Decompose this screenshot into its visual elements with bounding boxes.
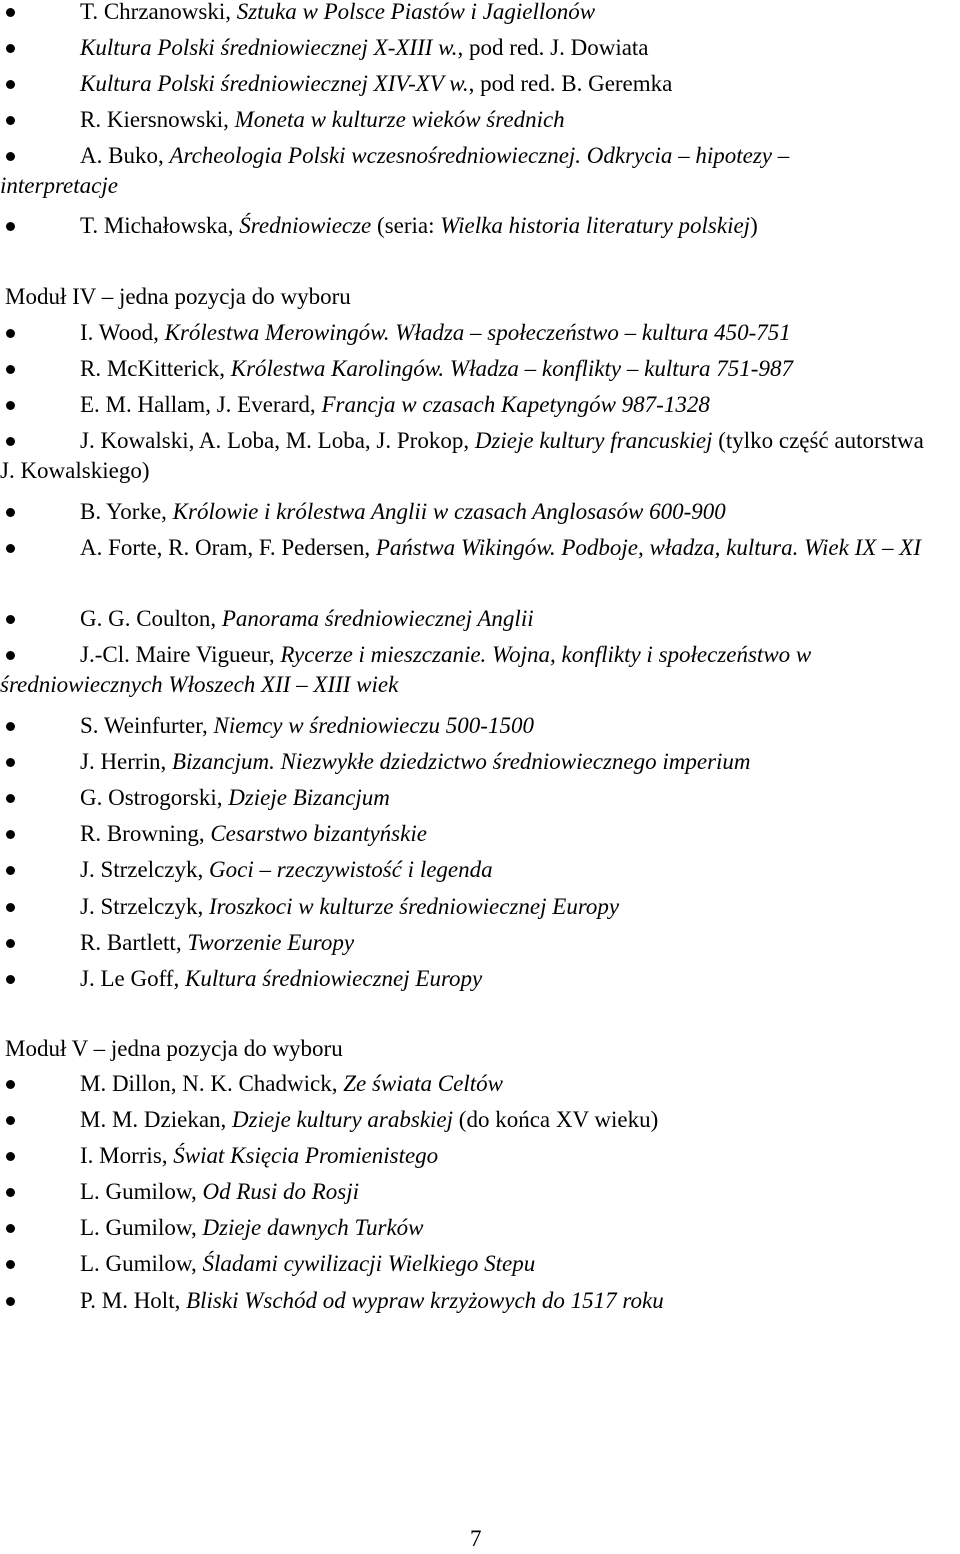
bullet-icon [0,892,18,922]
entry-title: Kultura średniowiecznej Europy [184,966,483,991]
list-item [0,1286,950,1316]
entry-author: A. Forte, R. Oram, F. Pedersen, [80,535,376,560]
bullet-icon [0,354,18,384]
bullet-icon [0,141,18,171]
entry-title: Archeologia Polski wczesnośredniowiecznej. Odkrycia – hipotezy – interpretacje [0,143,790,198]
bullet-icon [0,1141,18,1171]
bullet-icon [0,69,18,99]
bullet-icon [0,1213,18,1243]
entry-title: Śladami cywilizacji Wielkiego Stepu [202,1251,536,1276]
list-item [0,1105,950,1135]
bullet-icon [0,1069,18,1099]
bullet-icon [0,747,18,777]
bullet-icon [0,33,18,63]
entry-author: B. Yorke, [80,499,173,524]
entry-author: M. Dillon, N. K. Chadwick, [80,1071,344,1096]
module-v-heading: Moduł V – jedna pozycja do wyboru [5,1036,343,1061]
list-item [0,964,950,994]
entry-title: Niemcy w średniowieczu 500-1500 [213,713,534,738]
list-item [0,711,950,741]
entry-title: Francja w czasach Kapetyngów 987-1328 [321,392,710,417]
entry-author: R. Bartlett, [80,930,188,955]
list-item [0,533,950,563]
entry-title: Bizancjum. Niezwykłe dziedzictwo średniowiecznego imperium [171,749,751,774]
list-item [0,855,950,885]
bullet-icon [0,783,18,813]
entry-author: J. Kowalski, A. Loba, M. Loba, J. Prokop, [80,428,475,453]
entry-author: J. Strzelczyk, [80,857,210,882]
list-item [0,33,950,63]
bullet-icon [0,211,18,241]
list-item [0,105,950,135]
list-item [0,0,950,27]
list-item [0,141,890,201]
entry-details: (do końca XV wieku) [453,1107,659,1132]
series-title: Wielka historia literatury polskiej [440,213,751,238]
list-item [0,1141,950,1171]
bullet-icon [0,964,18,994]
entry-title: Kultura Polski średniowiecznej XIV-XV w. [80,71,469,96]
entry-title: Dzieje Bizancjum [228,785,390,810]
entry-author: G. G. Coulton, [80,606,222,631]
entry-author: J.-Cl. Maire Vigueur, [80,642,281,667]
list-item [0,426,930,486]
entry-details: , pod red. J. Dowiata [457,35,649,60]
entry-author: M. M. Dziekan, [80,1107,233,1132]
bullet-icon [0,497,18,527]
entry-title: Bliski Wschód od wypraw krzyżowych do 1517 roku [186,1288,664,1313]
entry-title: Świat Księcia Promienistego [173,1143,439,1168]
bullet-icon [0,819,18,849]
entry-title: Dzieje kultury francuskiej [474,428,713,453]
entry-author: L. Gumilow, [80,1215,203,1240]
bullet-icon [0,426,18,456]
list-item [0,390,950,420]
entry-title: Dzieje kultury arabskiej [232,1107,454,1132]
list-item [0,928,950,958]
list-item [0,1213,950,1243]
entry-title: Rycerze i mieszczanie. Wojna, konflikty i społeczeństwo w średniowiecznych Włoszech XII – XIII wiek [0,642,812,697]
entry-author: R. Kiersnowski, [80,107,235,132]
bullet-icon [0,533,18,563]
bullet-icon [0,1177,18,1207]
list-item [0,604,950,634]
entry-title: Panorama średniowiecznej Anglii [221,606,534,631]
entry-title: Goci – rzeczywistość i legenda [209,857,493,882]
list-item [0,354,950,384]
list-item [0,819,950,849]
list-item [0,69,950,99]
bullet-icon [0,105,18,135]
list-item [0,1069,950,1099]
entry-author: T. Chrzanowski, [80,0,237,24]
entry-title: Moneta w kulturze wieków średnich [234,107,565,132]
module-iv-heading: Moduł IV – jedna pozycja do wyboru [5,284,351,309]
bullet-icon [0,0,18,27]
entry-title: Ze świata Celtów [343,1071,503,1096]
entry-author: G. Ostrogorski, [80,785,229,810]
entry-author: L. Gumilow, [80,1251,203,1276]
entry-title: Królestwa Merowingów. Władza – społeczeństwo – kultura 450-751 [164,320,791,345]
entry-author: A. Buko, [80,143,170,168]
entry-details: (seria: [371,213,441,238]
entry-title: Królowie i królestwa Anglii w czasach Anglosasów 600-900 [172,499,726,524]
bullet-icon [0,1105,18,1135]
entry-title: Średniowiecze [239,213,372,238]
list-item [0,640,930,700]
entry-title: Sztuka w Polsce Piastów i Jagiellonów [236,0,596,24]
list-item [0,1177,950,1207]
bullet-icon [0,390,18,420]
bullet-icon [0,1249,18,1279]
bullet-icon [0,711,18,741]
entry-author: R. Browning, [80,821,211,846]
bullet-icon [0,928,18,958]
bullet-icon [0,318,18,348]
entry-details: ) [750,213,758,238]
page-number: 7 [470,1526,482,1551]
bullet-icon [0,855,18,885]
entry-author: T. Michałowska, [80,213,240,238]
entry-title: Od Rusi do Rosji [202,1179,359,1204]
bullet-icon [0,640,18,670]
entry-title: Państwa Wikingów. Podboje, władza, kultura. Wiek IX – XI [375,535,921,560]
list-item [0,497,950,527]
entry-author: E. M. Hallam, J. Everard, [80,392,322,417]
list-item [0,747,950,777]
bullet-icon [0,1286,18,1316]
entry-details: (tylko część autorstwa J. Kowalskiego) [0,428,924,483]
entry-author: I. Morris, [80,1143,174,1168]
entry-title: Iroszkoci w kulturze średniowiecznej Europy [209,894,620,919]
entry-author: R. McKitterick, [80,356,231,381]
entry-author: J. Herrin, [80,749,172,774]
list-item [0,783,950,813]
list-item [0,211,950,241]
entry-author: J. Le Goff, [80,966,185,991]
entry-title: Królestwa Karolingów. Władza – konflikty – kultura 751-987 [230,356,793,381]
entry-details: , pod red. B. Geremka [468,71,673,96]
entry-title: Dzieje dawnych Turków [202,1215,424,1240]
entry-author: L. Gumilow, [80,1179,203,1204]
list-item [0,1249,950,1279]
entry-author: I. Wood, [80,320,165,345]
entry-title: Tworzenie Europy [187,930,355,955]
entry-title: Kultura Polski średniowiecznej X-XIII w. [80,35,458,60]
entry-author: S. Weinfurter, [80,713,214,738]
list-item [0,892,950,922]
entry-author: J. Strzelczyk, [80,894,210,919]
bullet-icon [0,604,18,634]
entry-title: Cesarstwo bizantyńskie [210,821,427,846]
list-item [0,318,950,348]
entry-author: P. M. Holt, [80,1288,187,1313]
